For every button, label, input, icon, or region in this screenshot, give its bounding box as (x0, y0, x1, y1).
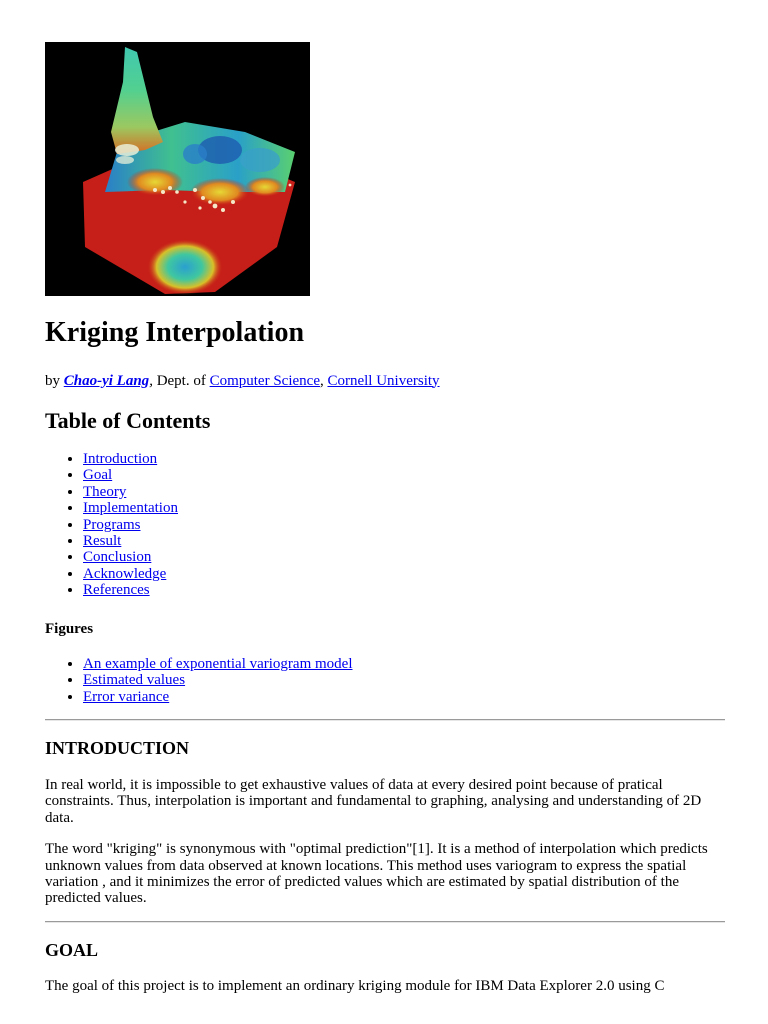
toc-heading: Table of Contents (45, 407, 211, 433)
toc-link-goal[interactable]: Goal (83, 467, 113, 484)
figure-item (83, 689, 725, 706)
toc-link-implementation[interactable]: Implementation (83, 500, 178, 517)
toc-link-result[interactable]: Result (83, 533, 122, 550)
figures-heading: Figures (45, 620, 94, 637)
divider (45, 921, 725, 923)
toc-link-conclusion[interactable]: Conclusion (83, 549, 152, 566)
toc-item (83, 582, 725, 598)
toc-item (83, 467, 725, 483)
toc-item (83, 566, 725, 582)
toc-link-theory[interactable]: Theory (83, 483, 127, 500)
toc-link-introduction[interactable]: Introduction (83, 450, 158, 467)
university-link[interactable]: Cornell University (327, 372, 440, 389)
introduction-heading: INTRODUCTION (45, 738, 190, 759)
toc-item (83, 517, 725, 533)
dept-link[interactable]: Computer Science (209, 372, 320, 389)
byline (45, 372, 725, 390)
kriging-surface-image (45, 42, 310, 296)
figure-link-estimated-values[interactable]: Estimated values (83, 672, 186, 689)
toc-link-acknowledge[interactable]: Acknowledge (83, 565, 167, 582)
page-title: Kriging Interpolation (45, 317, 305, 348)
toc-item (83, 484, 725, 500)
introduction-paragraph: In real world, it is impossible to get exhaustive values of data at every desired point because of pratical constraints. Thus, interpolation is important and fundamental to graphing, analysing and understanding of 2D data. (45, 777, 702, 826)
toc-link-references[interactable]: References (83, 582, 150, 599)
toc-item (83, 533, 725, 549)
goal-paragraph: The goal of this project is to implement an ordinary kriging module for IBM Data Explorer 2.0 using C (45, 978, 665, 995)
toc-item (83, 451, 725, 467)
toc-list (45, 451, 725, 599)
divider (45, 719, 725, 721)
byline-separator: , (319, 372, 328, 389)
figure-link-error-variance[interactable]: Error variance (83, 688, 170, 705)
toc-item (83, 500, 725, 516)
byline-prefix: by (45, 372, 64, 389)
author-link[interactable]: Chao-yi Lang (63, 372, 150, 389)
figure-item (83, 656, 725, 673)
figure-link-variogram[interactable]: An example of exponential variogram model (83, 655, 353, 672)
document-page (45, 42, 725, 995)
toc-link-programs[interactable]: Programs (83, 516, 141, 533)
byline-dept-text: , Dept. of (149, 372, 210, 389)
figures-list (45, 656, 725, 706)
introduction-paragraph: The word "kriging" is synonymous with "optimal prediction"[1]. It is a method of interpolation which predicts unknown values from data observed at known locations. This method uses variogram to express the spatial variation , and it minimizes the error of predicted values which are estimated by spatial distribution of the predicted values. (45, 841, 708, 907)
goal-heading: GOAL (45, 939, 99, 960)
figure-item (83, 672, 725, 689)
toc-item (83, 549, 725, 565)
